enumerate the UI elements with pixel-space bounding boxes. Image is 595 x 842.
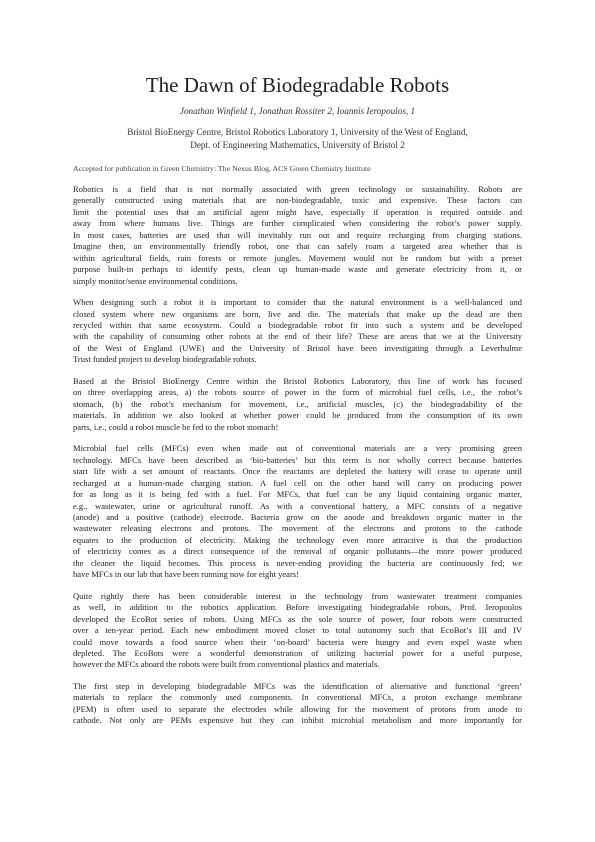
text-line: developed the EcoBot series of robots. Using MFCs as the sole source of power, four robots were constructed xyxy=(73,613,522,624)
text-line: parts, i.e., could a robot muscle be fed to the robot stomach! xyxy=(73,421,279,432)
text-line: materials to replace the commonly used components. In conventional MFCs, a proton exchange membrane xyxy=(73,692,522,703)
text-line: equates to the production of electricity. Making the technology even more attractive is that the production xyxy=(73,534,522,545)
text-line: the cleaner the liquid becomes. This process is never-ending providing the bacteria are continuously fed; we xyxy=(73,557,522,568)
text-line: away from where humans live. Things are further complicated when considering the robot’s power supply. xyxy=(73,218,522,229)
text-line: purpose built-in perhaps to identify pests, clean up human-made waste and generate electricity from it, or xyxy=(73,264,522,275)
text-line: as well, in addition to the robotics application. Before investigating biodegradable robots, Prof. Ieropoulos xyxy=(73,602,522,613)
text-line: recycled within that same ecosystem. Could a biodegradable robot fit into such a system and be developed xyxy=(73,320,522,330)
text-line: within agricultural fields, rain forests or remote jungles. Movement would not be random but with a preset xyxy=(73,252,522,263)
body-text xyxy=(73,184,522,737)
text-line: Imagine then, an environmentally friendly robot, one that can safely roam a targeted area whether that is xyxy=(73,241,522,252)
text-line: limit the potential uses that an artificial agent might have, especially if operation is required outside and xyxy=(73,206,522,217)
affiliations xyxy=(0,126,595,151)
text-line: cathode. Not only are PEMs expensive but they can inhibit microbial metabolism and more importantly for xyxy=(73,715,522,726)
text-line: wastewater releasing electrons and protons. The movement of the electrons and protons to the cathode xyxy=(73,523,522,534)
text-line: start life with a set amount of reactants. Once the reactants are depleted the battery will cease to operate until xyxy=(73,466,522,477)
text-line: In most cases, batteries are used that will inevitably run out and require recharging from charging stations. xyxy=(73,229,522,240)
text-line: (anode) and a positive (cathode) electrode. Bacteria grow on the anode and breakdown organic matter in the xyxy=(73,511,522,522)
text-line: on three overlapping areas, a) the robots source of power in the form of microbial fuel cells, i.e., the robot’s xyxy=(73,387,522,398)
text-line: of electricity comes as a direct consequence of the removal of organic pollutants—the more power produced xyxy=(73,546,522,557)
text-line: Robotics is a field that is not normally associated with green technology or sustainability. Robots are xyxy=(73,184,522,194)
text-line: have MFCs in our lab that have been running now for eight years! xyxy=(73,569,299,580)
body-paragraph xyxy=(73,376,522,433)
text-line: The first step in developing biodegradable MFCs was the identification of alternative and functional ‘green’ xyxy=(73,681,522,691)
affiliation-line: Dept. of Engineering Mathematics, University of Bristol 2 xyxy=(190,139,405,150)
body-paragraph xyxy=(73,297,522,366)
text-line: simply monitor/sense environmental conditions. xyxy=(73,275,238,286)
text-line: for as long as it is being fed with a fuel. For MFCs, that fuel can be any liquid containing organic matter, xyxy=(73,489,522,500)
text-line: When designing such a robot it is important to consider that the natural environment is a well-balanced and xyxy=(73,297,522,308)
author-names: Jonathan Winfield 1, Jonathan Rossiter 2, Ioannis Ieropoulos, 1 xyxy=(179,106,416,116)
text-line: (PEM) is often used to separate the electrodes while allowing for the movement of protons from anode to xyxy=(73,703,522,714)
text-line: generally constructed using materials that are non-biodegradable, toxic and expensive. These factors can xyxy=(73,195,522,206)
affiliation-line: Bristol BioEnergy Centre, Bristol Robotics Laboratory 1, University of the West of England, xyxy=(127,127,468,137)
text-line: Quite rightly there has been considerable interest in the technology from wastewater treatment companies xyxy=(73,590,522,601)
text-line: stomach, (b) the robot’s mechanism for movement, i.e., artificial muscles, (c) the biodegradability of the xyxy=(73,398,522,409)
body-paragraph xyxy=(73,443,522,580)
body-paragraph xyxy=(73,681,522,727)
text-line: Based at the Bristol BioEnergy Centre within the Bristol Robotics Laboratory, this line of work has focused xyxy=(73,375,522,386)
paper-title: The Dawn of Biodegradable Robots xyxy=(145,73,450,97)
body-paragraph xyxy=(73,591,522,671)
text-line: Trust funded project to develop biodegradable robots. xyxy=(73,354,257,365)
publication-note: Accepted for publication in Green Chemistry: The Nexus Blog, ACS Green Chemistry Institute xyxy=(73,164,371,173)
text-line: however the MFCs aboard the robots were built from conventional plastics and materials. xyxy=(73,659,380,670)
text-line: e.g., wastewater, urine or agricultural runoff. As with a conventional battery, a MFC consists of a negative xyxy=(73,500,522,511)
text-line: with the capability of consuming other robots at the end of their life? These are areas that we at the University xyxy=(73,331,522,342)
text-line: closed system where new organisms are born, live and die. The materials that make up the dead are then xyxy=(73,308,522,319)
text-line: could move towards a food source when their ‘on-board’ bacteria were hungry and even expel waste when xyxy=(73,636,522,647)
body-paragraph xyxy=(73,184,522,287)
text-line: Microbial fuel cells (MFCs) even when made out of conventional materials are a very promising green xyxy=(73,443,522,454)
author-list xyxy=(0,105,595,117)
text-line: recharged at a human-made charging station. A fuel cell on the other hand will carry on producing power xyxy=(73,477,522,488)
text-line: materials. In addition we also looked at whether power could be produced from the consumption of its own xyxy=(73,410,522,421)
text-line: depleted. The EcoBots were a wonderful demonstration of utilizing bacterial power for a useful purpose, xyxy=(73,647,522,658)
text-line: over a ten-year period. Each new embodiment moved closer to total autonomy such that EcoBot’s III and IV xyxy=(73,625,522,636)
text-line: technology. MFCs have been described as ‘bio-batteries’ but this term is not wholly correct because batteries xyxy=(73,454,522,465)
text-line: of the West of England (UWE) and the University of Bristol have been investigating through a Leverhulme xyxy=(73,342,522,353)
